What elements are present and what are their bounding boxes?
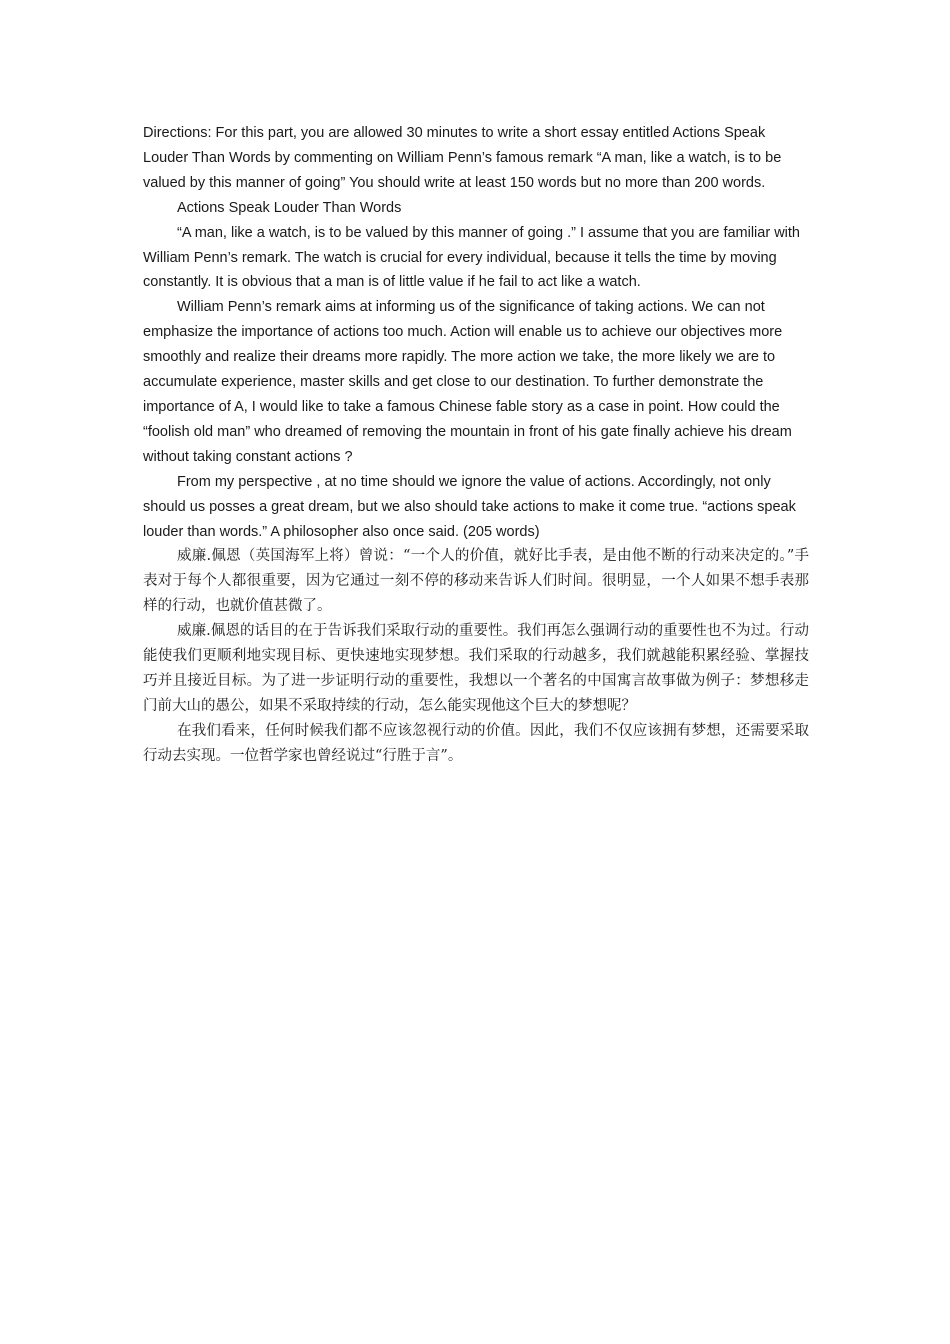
en-paragraph-3: From my perspective , at no time should we ignore the value of actions. Accordingly, not only should us posses a great dream, but we also should take actions to make it come true. “actions speak louder than words.” A philosopher also once said. (205 words): [143, 473, 796, 540]
directions-paragraph: Directions: For this part, you are allowed 30 minutes to write a short essay entitled Actions Speak Louder Than Words by commenting on William Penn’s famous remark “A man, like a watch, is to be valued by this manner of going” You should write at least 150 words but no more than 200 words.: [143, 125, 782, 191]
essay-title: Actions Speak Louder Than Words: [177, 199, 402, 216]
en-paragraph-2: William Penn’s remark aims at informing us of the significance of taking actions. We can not emphasize the importance of actions too much. Action will enable us to achieve our objectives more smoothly and realize their dreams more rapidly. The more action we take, the more likely we are to accumulate experience, master skills and get close to our destination. To further demonstrate the importance of A, I would like to take a famous Chinese fable story as a case in point. How could the “foolish old man” who dreamed of removing the mountain in front of his gate finally achieve his dream without taking constant actions ?: [143, 299, 792, 465]
zh-paragraph-1: 威廉.佩恩（英国海军上将）曾说：“一个人的价值，就好比手表，是由他不断的行动来决定的。”手表对于每个人都很重要，因为它通过一刻不停的移动来告诉人们时间。很明显，一个人如果不想手表那样的行动，也就价值甚微了。: [143, 548, 809, 615]
zh-paragraph-2: 威廉.佩恩的话目的在于告诉我们采取行动的重要性。我们再怎么强调行动的重要性也不为过。行动能使我们更顺利地实现目标、更快速地实现梦想。我们采取的行动越多，我们就越能积累经验、掌握技巧并且接近目标。为了进一步证明行动的重要性，我想以一个著名的中国寓言故事做为例子：梦想移走门前大山的愚公，如果不采取持续的行动，怎么能实现他这个巨大的梦想呢？: [143, 623, 809, 714]
zh-paragraph-3: 在我们看来，任何时候我们都不应该忽视行动的价值。因此，我们不仅应该拥有梦想，还需要采取行动去实现。一位哲学家也曾经说过“行胜于言”。: [143, 722, 809, 764]
essay-text: [143, 121, 809, 769]
en-paragraph-1: “A man, like a watch, is to be valued by this manner of going .” I assume that you are familiar with William Penn’s remark. The watch is crucial for every individual, because it tells the time by moving constantly. It is obvious that a man is of little value if he fail to act like a watch.: [143, 224, 800, 291]
